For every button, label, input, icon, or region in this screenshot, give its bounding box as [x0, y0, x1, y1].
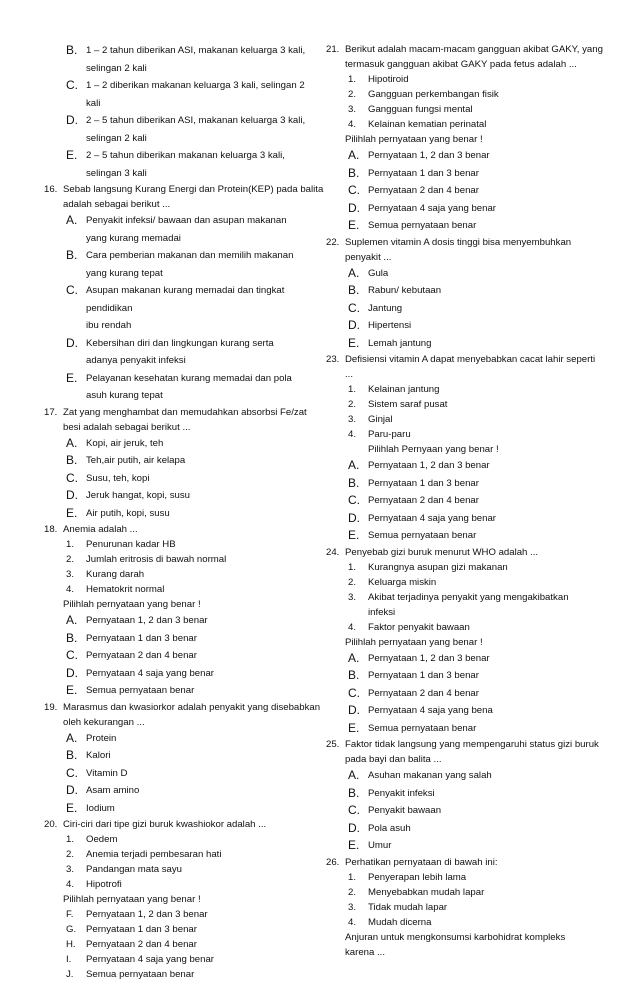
answer-option	[44, 647, 332, 665]
numbered-statement	[326, 102, 616, 117]
question-number: 20.	[44, 819, 58, 830]
answer-option	[326, 147, 616, 165]
text-line: Teh,air putih, air kelapa	[86, 455, 186, 466]
option-letter: A.	[348, 458, 360, 472]
text-line: Lemah jantung	[368, 337, 432, 349]
question	[326, 42, 616, 72]
option-letter: C.	[348, 493, 360, 507]
answer-option	[44, 212, 332, 247]
text-line: Kelainan jantung	[368, 384, 440, 395]
item-number: 1.	[66, 834, 75, 845]
item-number: 1.	[348, 74, 357, 85]
text-line: Penyerapan lebih lama	[368, 871, 467, 883]
question-number: 25.	[326, 739, 340, 750]
numbered-statement	[326, 397, 616, 412]
text-line: Penurunan kadar HB	[86, 539, 176, 550]
answer-option	[326, 785, 616, 803]
option-letter: E.	[66, 148, 78, 162]
answer-option	[44, 747, 332, 765]
text-line: Pernyataan 4 saja yang benar	[86, 667, 215, 679]
text-line: Jantung	[368, 302, 403, 314]
answer-option	[326, 282, 616, 300]
option-letter: A.	[348, 650, 360, 665]
text-line: Iodium	[86, 802, 115, 814]
item-number: 3.	[348, 414, 357, 425]
numbered-statement	[44, 582, 332, 597]
question-number: 23.	[326, 354, 340, 365]
item-number: G.	[66, 924, 77, 935]
numbered-statement	[44, 567, 332, 582]
item-number: H.	[66, 939, 76, 950]
numbered-statement	[44, 537, 332, 552]
option-letter: C.	[66, 765, 78, 780]
answer-option	[326, 265, 616, 283]
item-number: 2.	[348, 399, 357, 410]
option-letter: C.	[348, 803, 360, 817]
option-letter: D.	[66, 488, 78, 502]
text-line: Pernyataan 1, 2 dan 3 benar	[86, 909, 208, 920]
answer-option	[326, 720, 616, 738]
item-number: 3.	[348, 591, 357, 603]
text-line: Tidak mudah lapar	[368, 901, 448, 913]
text-line: Kebersihan diri dan lingkungan kurang serta	[86, 337, 274, 349]
numbered-statement	[44, 847, 332, 862]
item-number: 3.	[66, 569, 75, 580]
question-number: 17.	[44, 406, 58, 418]
text-line: termasuk gangguan akibat GAKY pada fetus adalah ...	[345, 59, 577, 70]
text-line: Hipertensi	[368, 320, 412, 331]
answer-option	[44, 665, 332, 683]
text-line: Semua pernyataan benar	[368, 530, 477, 541]
answer-option	[326, 702, 616, 720]
answer-option	[44, 682, 332, 700]
text-line: 1 – 2 tahun diberikan ASI, makanan keluarga 3 kali,	[86, 45, 306, 56]
text-line: Suplemen vitamin A dosis tinggi bisa menyembuhkan	[345, 236, 572, 248]
question	[326, 737, 616, 767]
numbered-statement	[44, 552, 332, 567]
text-line: Jumlah eritrosis di bawah normal	[86, 554, 227, 565]
option-letter: C.	[66, 648, 78, 662]
option-letter: E.	[66, 505, 78, 520]
answer-option	[326, 475, 616, 493]
text-line: adanya penyakit infeksi	[86, 355, 186, 366]
option-letter: B.	[66, 453, 78, 467]
answer-option	[326, 767, 616, 785]
numbered-statement	[44, 937, 332, 952]
text-line: Pernyataan 1, 2 dan 3 benar	[368, 150, 490, 161]
instruction-text	[44, 892, 332, 907]
option-letter: A.	[348, 768, 360, 782]
answer-option	[44, 435, 332, 453]
option-letter: A.	[348, 148, 360, 162]
text-line: Anjuran untuk mengkonsumsi karbohidrat kompleks	[345, 931, 566, 943]
text-line: Pola asuh	[368, 822, 411, 834]
item-number: 3.	[348, 901, 357, 913]
item-number: F.	[66, 909, 74, 920]
option-letter: A.	[348, 265, 360, 280]
answer-option	[44, 505, 332, 523]
text-line: Pernyataan 4 saja yang benar	[86, 954, 215, 965]
option-letter: B.	[348, 475, 360, 490]
option-letter: D.	[348, 510, 360, 525]
left-column	[44, 42, 332, 982]
text-line: Semua pernyataan benar	[368, 220, 477, 231]
text-line: Pernyataan 4 saja yang benar	[368, 512, 497, 524]
text-line: oleh kekurangan ...	[63, 716, 145, 728]
text-line: asuh kurang tepat	[86, 390, 163, 401]
option-letter: D.	[348, 318, 360, 332]
option-letter: D.	[348, 703, 360, 717]
answer-option	[44, 800, 332, 818]
option-letter: B.	[348, 283, 360, 297]
text-line: Pernyataan 1 dan 3 benar	[368, 670, 479, 681]
item-number: 2.	[348, 886, 357, 898]
text-line: Anemia adalah ...	[63, 524, 138, 535]
text-line: Semua pernyataan benar	[86, 685, 195, 696]
option-letter: E.	[348, 720, 360, 735]
numbered-statement	[44, 832, 332, 847]
option-letter: D.	[348, 820, 360, 835]
text-line: Jeruk hangat, kopi, susu	[86, 490, 190, 501]
answer-option	[44, 630, 332, 648]
text-line: Gula	[368, 267, 389, 279]
numbered-statement	[326, 117, 616, 132]
text-line: Pernyataan 4 saja yang bena	[368, 705, 493, 716]
option-letter: D.	[66, 665, 78, 680]
text-line: Sebab langsung Kurang Energi dan Protein(KEP) pada balita	[63, 184, 324, 195]
text-line: 2 – 5 tahun diberikan ASI, makanan keluarga 3 kali,	[86, 115, 306, 126]
numbered-statement	[44, 907, 332, 922]
text-line: Ciri-ciri dari tipe gizi buruk kwashiokor adalah ...	[63, 819, 267, 830]
answer-option	[326, 200, 616, 218]
text-line: Penyebab gizi buruk menurut WHO adalah ...	[345, 546, 539, 558]
answer-option	[44, 370, 332, 405]
text-line: Zat yang menghambat dan memudahkan absorbsi Fe/zat	[63, 406, 307, 418]
answer-option	[326, 182, 616, 200]
text-line: Pernyataan 2 dan 4 benar	[368, 687, 479, 699]
text-line: Pilihlah pernyataan yang benar !	[63, 599, 201, 610]
text-line: Pernyataan 2 dan 4 benar	[368, 185, 479, 196]
text-line: Pernyataan 1 dan 3 benar	[368, 477, 479, 489]
option-letter: D.	[66, 783, 78, 797]
item-number: 4.	[348, 916, 357, 928]
instruction-text	[326, 132, 616, 147]
text-line: Asam amino	[86, 785, 140, 796]
numbered-statement	[326, 382, 616, 397]
numbered-statement	[326, 87, 616, 102]
text-line: ibu rendah	[86, 320, 132, 331]
item-number: 1.	[348, 384, 357, 395]
text-line: selingan 2 kali	[86, 132, 147, 144]
answer-option	[326, 820, 616, 838]
question	[44, 522, 332, 537]
numbered-statement	[44, 922, 332, 937]
option-letter: B.	[66, 630, 78, 645]
text-line: Penyakit infeksi/ bawaan dan asupan makanan	[86, 215, 287, 226]
question	[326, 545, 616, 560]
text-line: yang kurang memadai	[86, 232, 181, 244]
text-line: Pernyataan 1 dan 3 benar	[368, 167, 479, 179]
answer-option	[326, 510, 616, 528]
question-number: 24.	[326, 546, 340, 558]
text-line: Pernyataan 2 dan 4 benar	[368, 495, 479, 506]
answer-option	[326, 300, 616, 318]
answer-option	[44, 782, 332, 800]
text-line: Semua pernyataan benar	[368, 722, 477, 734]
option-letter: E.	[348, 528, 360, 542]
text-line: pada bayi dan balita ...	[345, 754, 442, 765]
answer-option	[44, 335, 332, 370]
numbered-statement	[326, 870, 616, 885]
text-line: Pandangan mata sayu	[86, 864, 183, 875]
item-number: 3.	[348, 104, 357, 115]
answer-option	[326, 837, 616, 855]
text-line: yang kurang tepat	[86, 267, 163, 279]
option-letter: E.	[348, 838, 360, 852]
text-line: Mudah dicerna	[368, 916, 432, 928]
text-line: Pernyataan 4 saja yang benar	[368, 202, 497, 214]
text-line: besi adalah sebagai berikut ...	[63, 421, 191, 433]
instruction-text	[44, 597, 332, 612]
text-line: Perhatikan pernyataan di bawah ini:	[345, 856, 498, 868]
text-line: Rabun/ kebutaan	[368, 285, 442, 296]
text-line: Pernyataan 1, 2 dan 3 benar	[368, 652, 490, 664]
item-number: I.	[66, 954, 72, 965]
text-line: Gangguan fungsi mental	[368, 104, 473, 115]
answer-option	[326, 667, 616, 685]
question-number: 18.	[44, 524, 58, 535]
text-line: Hematokrit normal	[86, 584, 165, 595]
option-letter: C.	[66, 283, 78, 297]
option-letter: E.	[348, 335, 360, 350]
item-number: 1.	[66, 539, 75, 550]
text-line: Faktor penyakit bawaan	[368, 621, 470, 633]
question-number: 26.	[326, 856, 340, 868]
text-line: Penyakit bawaan	[368, 805, 442, 816]
item-number: 2.	[66, 849, 75, 860]
text-line: 1 – 2 diberikan makanan keluarga 3 kali, selingan 2	[86, 80, 305, 91]
option-letter: B.	[66, 748, 78, 762]
item-number: 2.	[348, 89, 357, 100]
text-line: Pernyataan 1 dan 3 benar	[86, 632, 197, 644]
answer-option	[44, 147, 332, 182]
question-number: 21.	[326, 44, 340, 55]
answer-option	[326, 527, 616, 545]
answer-option	[326, 650, 616, 668]
numbered-statement	[44, 952, 332, 967]
option-letter: A.	[66, 613, 78, 627]
text-line: Kelainan kematian perinatal	[368, 119, 487, 130]
text-line: Penyakit infeksi	[368, 787, 435, 799]
item-number: 1.	[348, 871, 357, 883]
answer-option	[44, 112, 332, 147]
numbered-statement	[326, 620, 616, 635]
text-line: Pernyataan 1, 2 dan 3 benar	[368, 460, 490, 471]
numbered-statement	[326, 427, 616, 442]
text-line: Air putih, kopi, susu	[86, 507, 170, 519]
text-line: Anemia terjadi pembesaran hati	[86, 849, 222, 860]
answer-option	[44, 42, 332, 77]
text-line: Pernyataan 1, 2 dan 3 benar	[86, 615, 208, 626]
numbered-statement	[44, 967, 332, 982]
answer-option	[44, 730, 332, 748]
question	[326, 235, 616, 265]
option-letter: D.	[66, 113, 78, 127]
text-line: selingan 3 kali	[86, 167, 147, 179]
text-line: Pilihlah Pernyaan yang benar !	[368, 444, 499, 455]
text-line: Kopi, air jeruk, teh	[86, 437, 164, 449]
option-letter: C.	[348, 183, 360, 197]
item-number: J.	[66, 969, 74, 980]
option-letter: C.	[66, 470, 78, 485]
item-number: 1.	[348, 561, 357, 573]
numbered-statement	[44, 877, 332, 892]
text-line: Kalori	[86, 750, 111, 761]
option-letter: C.	[348, 685, 360, 700]
option-letter: C.	[348, 300, 360, 315]
answer-option	[44, 247, 332, 282]
text-line: Akibat terjadinya penyakit yang mengakibatkan	[368, 591, 569, 603]
text-line: infeksi	[368, 606, 396, 618]
question	[326, 855, 616, 870]
text-line: Faktor tidak langsung yang mempengaruhi status gizi buruk	[345, 739, 599, 750]
text-line: penyakit ...	[345, 251, 392, 263]
text-line: Umur	[368, 840, 392, 851]
numbered-statement	[326, 560, 616, 575]
item-number: 3.	[66, 864, 75, 875]
item-number: 4.	[66, 879, 75, 890]
text-line: Kurang darah	[86, 569, 145, 580]
text-line: karena ...	[345, 946, 385, 958]
answer-option	[326, 802, 616, 820]
instruction-text	[326, 930, 616, 960]
text-line: Hipotrofi	[86, 879, 122, 890]
item-number: 4.	[348, 429, 357, 440]
text-line: Pilihlah pernyataan yang benar !	[345, 134, 483, 145]
option-letter: E.	[66, 683, 78, 697]
answer-option	[326, 165, 616, 183]
item-number: 2.	[66, 554, 75, 565]
text-line: Kurangnya asupan gizi makanan	[368, 561, 508, 573]
text-line: Defisiensi vitamin A dapat menyebabkan cacat lahir seperti	[345, 354, 596, 365]
text-line: Susu, teh, kopi	[86, 472, 150, 484]
text-line: Pilihlah pernyataan yang benar !	[63, 894, 201, 905]
answer-option	[326, 217, 616, 235]
text-line: Protein	[86, 732, 117, 744]
option-letter: A.	[66, 435, 78, 450]
numbered-statement	[326, 900, 616, 915]
text-line: Sistem saraf pusat	[368, 399, 448, 410]
numbered-statement	[326, 72, 616, 87]
text-line: Gangguan perkembangan fisik	[368, 89, 499, 100]
answer-option	[326, 335, 616, 353]
item-number: 4.	[66, 584, 75, 595]
question	[44, 182, 332, 212]
option-letter: B.	[66, 43, 78, 57]
text-line: Pernyataan 2 dan 4 benar	[86, 650, 197, 661]
option-letter: B.	[348, 785, 360, 800]
text-line: Paru-paru	[368, 429, 411, 440]
option-letter: B.	[348, 165, 360, 180]
text-line: Oedem	[86, 834, 118, 845]
answer-option	[44, 612, 332, 630]
question	[44, 817, 332, 832]
option-letter: A.	[66, 213, 78, 227]
text-line: Ginjal	[368, 414, 393, 425]
text-line: Asuhan makanan yang salah	[368, 770, 492, 781]
text-line: Pelayanan kesehatan kurang memadai dan pola	[86, 372, 292, 384]
question-number: 22.	[326, 236, 340, 248]
numbered-statement	[44, 862, 332, 877]
option-letter: A.	[66, 730, 78, 745]
text-line: kali	[86, 97, 101, 109]
answer-option	[44, 452, 332, 470]
option-letter: B.	[348, 668, 360, 682]
numbered-statement	[326, 915, 616, 930]
text-line: Vitamin D	[86, 767, 128, 779]
question	[44, 700, 332, 730]
text-line: Marasmus dan kwasiorkor adalah penyakit yang disebabkan	[63, 701, 321, 713]
instruction-text	[326, 635, 616, 650]
option-letter: E.	[66, 370, 78, 385]
text-line: Pilihlah pernyataan yang benar !	[345, 636, 483, 648]
answer-option	[44, 282, 332, 335]
answer-option	[326, 457, 616, 475]
numbered-statement	[326, 590, 616, 620]
text-line: selingan 2 kali	[86, 62, 147, 74]
answer-option	[44, 77, 332, 112]
answer-option	[326, 317, 616, 335]
text-line: Hipotiroid	[368, 74, 409, 85]
numbered-statement	[326, 575, 616, 590]
answer-option	[326, 492, 616, 510]
text-line: Pernyataan 1 dan 3 benar	[86, 924, 197, 935]
text-line: Menyebabkan mudah lapar	[368, 886, 485, 898]
text-line: 2 – 5 tahun diberikan makanan keluarga 3 kali,	[86, 150, 285, 161]
option-letter: C.	[66, 78, 78, 92]
item-number: 4.	[348, 119, 357, 130]
option-letter: E.	[66, 800, 78, 815]
option-letter: E.	[348, 218, 360, 232]
text-line: Pernyataan 2 dan 4 benar	[86, 939, 197, 950]
text-line: Berikut adalah macam-macam gangguan akibat GAKY, yang	[345, 44, 603, 55]
text-line: adalah sebagai berikut ...	[63, 199, 171, 210]
question	[44, 405, 332, 435]
right-column	[326, 42, 616, 960]
answer-option	[44, 470, 332, 488]
question-number: 19.	[44, 701, 58, 713]
option-letter: B.	[66, 248, 78, 262]
item-number: 2.	[348, 576, 357, 588]
text-line: Keluarga miskin	[368, 576, 437, 588]
text-line: Semua pernyataan benar	[86, 969, 195, 980]
question	[326, 352, 616, 382]
item-number: 4.	[348, 621, 357, 633]
answer-option	[44, 487, 332, 505]
numbered-statement	[326, 885, 616, 900]
answer-option	[44, 765, 332, 783]
numbered-statement	[326, 412, 616, 427]
option-letter: D.	[66, 335, 78, 350]
instruction-text	[326, 442, 616, 457]
question-number: 16.	[44, 184, 58, 195]
answer-option	[326, 685, 616, 703]
text-line: ...	[345, 369, 353, 380]
option-letter: D.	[348, 200, 360, 215]
text-line: Cara pemberian makanan dan memilih makanan	[86, 250, 294, 261]
text-line: Asupan makanan kurang memadai dan tingkat pendidikan	[86, 285, 285, 314]
